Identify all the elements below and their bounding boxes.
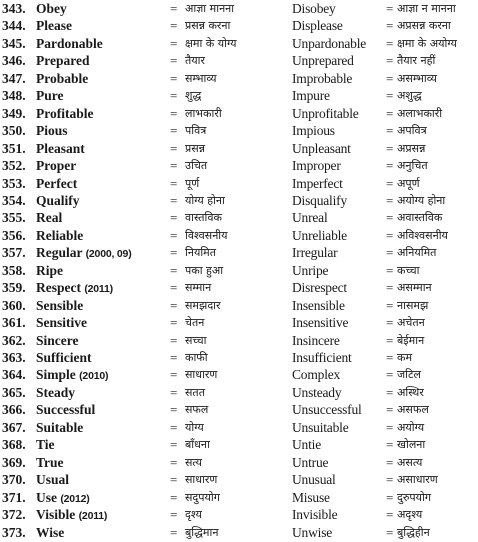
table-row xyxy=(0,314,478,331)
equals-sign: = xyxy=(170,489,178,505)
english-word xyxy=(36,366,168,385)
equals-sign: = xyxy=(386,350,394,365)
english-word-text: Successful xyxy=(36,402,96,418)
opposite-hindi-meaning: अपवित्र xyxy=(397,124,427,138)
english-word-text: Please xyxy=(36,18,72,34)
equals-sign: = xyxy=(386,437,394,453)
equals-sign: = xyxy=(170,454,178,470)
entry-number: 350. xyxy=(2,123,26,139)
opposite-word: Unsuccessful xyxy=(292,402,362,418)
english-word xyxy=(36,244,168,263)
english-word xyxy=(36,140,168,157)
table-row xyxy=(0,70,478,87)
opposite-hindi-meaning: अयोग्य होना xyxy=(397,193,446,207)
entry-number: 348. xyxy=(2,88,26,104)
hindi-meaning: सदुपयोग xyxy=(185,490,220,504)
english-word xyxy=(36,87,168,104)
equals-sign: = xyxy=(386,384,394,400)
opposite-hindi-meaning: अलाभकारी xyxy=(397,106,443,120)
equals-sign: = xyxy=(170,472,178,488)
entry-number: 366. xyxy=(2,402,26,418)
entry-number: 372. xyxy=(2,507,26,522)
equals-sign: = xyxy=(386,472,394,488)
table-row xyxy=(0,122,478,139)
equals-sign: = xyxy=(170,367,178,383)
equals-sign: = xyxy=(170,245,178,261)
english-word xyxy=(36,524,168,541)
opposite-word: Impious xyxy=(292,123,335,139)
equals-sign: = xyxy=(386,158,394,173)
english-word xyxy=(36,209,168,226)
english-word-text: Ripe xyxy=(36,262,63,278)
english-word xyxy=(36,0,168,17)
opposite-hindi-meaning: नासमझ xyxy=(397,298,429,312)
english-word-text: Visible xyxy=(36,507,76,522)
entry-number: 370. xyxy=(2,472,26,488)
equals-sign: = xyxy=(386,489,394,505)
hindi-meaning: सत्य xyxy=(185,455,203,469)
equals-sign: = xyxy=(386,245,394,261)
equals-sign: = xyxy=(386,192,394,208)
english-word xyxy=(36,454,168,471)
hindi-meaning: पूर्ण xyxy=(185,176,200,190)
hindi-meaning: लाभकारी xyxy=(185,106,222,120)
equals-sign: = xyxy=(386,280,394,296)
opposite-hindi-meaning: बेईमान xyxy=(397,333,425,347)
equals-sign: = xyxy=(170,105,178,121)
english-word-text: Perfect xyxy=(36,175,78,191)
exam-year-note: (2011) xyxy=(78,510,108,522)
table-row xyxy=(0,506,478,523)
entry-number: 347. xyxy=(2,70,26,86)
entry-number: 359. xyxy=(2,280,26,296)
equals-sign: = xyxy=(386,1,394,16)
equals-sign: = xyxy=(386,35,394,51)
english-word-text: Prepared xyxy=(36,53,90,69)
table-row xyxy=(0,192,478,209)
equals-sign: = xyxy=(386,53,394,69)
hindi-meaning: योग्य होना xyxy=(185,193,225,207)
english-word xyxy=(36,52,168,69)
opposite-word: Unusual xyxy=(292,472,336,488)
table-row xyxy=(0,17,478,34)
equals-sign: = xyxy=(386,140,394,156)
hindi-meaning: सम्मान xyxy=(185,281,212,295)
english-word xyxy=(36,227,168,244)
entry-number: 358. xyxy=(2,262,26,278)
english-word-text: True xyxy=(36,454,64,470)
hindi-meaning: योग्य xyxy=(185,420,204,434)
entry-number: 364. xyxy=(2,367,26,383)
entry-number: 373. xyxy=(2,524,26,540)
english-word xyxy=(36,471,168,488)
opposite-hindi-meaning: अप्रसन्न करना xyxy=(397,19,451,33)
opposite-hindi-meaning: तैयार नहीं xyxy=(397,54,436,68)
opposite-hindi-meaning: अशुद्ध xyxy=(397,89,422,103)
table-row xyxy=(0,297,478,314)
opposite-hindi-meaning: असम्मान xyxy=(397,281,432,295)
hindi-meaning: समझदार xyxy=(185,298,221,312)
english-word xyxy=(36,192,168,209)
table-row xyxy=(0,105,478,122)
hindi-meaning: साधारण xyxy=(185,473,218,487)
equals-sign: = xyxy=(170,70,178,86)
opposite-hindi-meaning: खोलना xyxy=(397,438,426,452)
opposite-word: Unwise xyxy=(292,524,333,540)
equals-sign: = xyxy=(170,524,178,540)
hindi-meaning: काफी xyxy=(185,351,208,364)
english-word xyxy=(36,297,168,314)
opposite-hindi-meaning: असाधारण xyxy=(397,473,438,487)
opposite-word: Unsuitable xyxy=(292,419,349,435)
equals-sign: = xyxy=(170,507,178,522)
entry-number: 362. xyxy=(2,332,26,348)
equals-sign: = xyxy=(170,227,178,243)
entry-number: 363. xyxy=(2,350,26,365)
entry-number: 360. xyxy=(2,297,26,313)
table-row xyxy=(0,157,478,174)
table-row xyxy=(0,262,478,279)
table-row xyxy=(0,175,478,192)
english-word-text: Usual xyxy=(36,472,70,488)
english-word xyxy=(36,419,168,436)
entry-number: 354. xyxy=(2,192,26,208)
english-word xyxy=(36,401,168,418)
table-row xyxy=(0,489,478,506)
equals-sign: = xyxy=(386,18,394,34)
opposite-word: Displease xyxy=(292,18,343,34)
english-word-text: Profitable xyxy=(36,105,94,121)
equals-sign: = xyxy=(386,105,394,121)
english-word xyxy=(36,122,168,139)
equals-sign: = xyxy=(170,53,178,69)
opposite-hindi-meaning: असम्भाव्य xyxy=(397,71,437,85)
english-word xyxy=(36,17,168,34)
entry-number: 343. xyxy=(2,1,26,16)
equals-sign: = xyxy=(170,419,178,435)
table-row xyxy=(0,227,478,244)
equals-sign: = xyxy=(386,507,394,522)
equals-sign: = xyxy=(386,367,394,383)
english-word xyxy=(36,157,168,174)
hindi-meaning: प्रसन्न करना xyxy=(185,19,231,33)
english-word xyxy=(36,279,168,298)
equals-sign: = xyxy=(170,35,178,51)
table-row xyxy=(0,384,478,401)
equals-sign: = xyxy=(386,297,394,313)
entry-number: 365. xyxy=(2,384,26,400)
opposite-word: Insensitive xyxy=(292,315,349,331)
hindi-meaning: वास्तविक xyxy=(185,211,222,225)
opposite-word: Improbable xyxy=(292,70,353,86)
table-row xyxy=(0,332,478,349)
english-word xyxy=(36,384,168,401)
hindi-meaning: शुद्ध xyxy=(185,89,202,103)
entry-number: 356. xyxy=(2,227,26,243)
opposite-word: Unprofitable xyxy=(292,105,359,121)
table-row xyxy=(0,454,478,471)
equals-sign: = xyxy=(170,332,178,348)
opposite-word: Disqualify xyxy=(292,192,347,208)
entry-number: 369. xyxy=(2,454,26,470)
entry-number: 357. xyxy=(2,245,26,261)
opposite-word: Insensible xyxy=(292,297,345,313)
equals-sign: = xyxy=(386,227,394,243)
hindi-meaning: पका हुआ xyxy=(185,263,224,277)
english-word-text: Real xyxy=(36,210,63,226)
english-word xyxy=(36,436,168,453)
entry-number: 344. xyxy=(2,18,26,34)
english-word xyxy=(36,175,168,192)
entry-number: 352. xyxy=(2,158,26,173)
hindi-meaning: चेतन xyxy=(185,316,205,330)
entry-number: 349. xyxy=(2,105,26,121)
english-word xyxy=(36,314,168,331)
hindi-meaning: सच्चा xyxy=(185,333,207,347)
equals-sign: = xyxy=(170,210,178,226)
equals-sign: = xyxy=(170,1,178,16)
opposite-hindi-meaning: अपूर्ण xyxy=(397,176,420,190)
equals-sign: = xyxy=(386,123,394,139)
entry-number: 371. xyxy=(2,489,26,505)
opposite-word: Untrue xyxy=(292,454,329,470)
english-word-text: Use xyxy=(36,489,57,505)
english-word-text: Sensitive xyxy=(36,315,88,331)
table-row xyxy=(0,140,478,157)
equals-sign: = xyxy=(386,402,394,418)
equals-sign: = xyxy=(170,402,178,418)
opposite-hindi-meaning: अयोग्य xyxy=(397,420,425,434)
hindi-meaning: सम्भाव्य xyxy=(185,71,217,85)
opposite-hindi-meaning: असत्य xyxy=(397,455,423,469)
equals-sign: = xyxy=(170,297,178,313)
english-word-text: Simple xyxy=(36,367,76,383)
english-word-text: Pious xyxy=(36,123,68,139)
equals-sign: = xyxy=(170,350,178,365)
opposite-hindi-meaning: कम xyxy=(397,351,413,364)
english-word-text: Sincere xyxy=(36,332,79,348)
exam-year-note: (2011) xyxy=(84,283,113,296)
equals-sign: = xyxy=(170,175,178,191)
opposite-hindi-meaning: दुरुपयोग xyxy=(397,490,432,504)
english-word xyxy=(36,70,168,87)
table-row xyxy=(0,524,478,541)
equals-sign: = xyxy=(170,192,178,208)
table-row xyxy=(0,279,478,296)
equals-sign: = xyxy=(170,158,178,173)
opposite-word: Untie xyxy=(292,437,321,453)
equals-sign: = xyxy=(170,140,178,156)
hindi-meaning: प्रसन्न xyxy=(185,141,205,155)
opposite-word: Unsteady xyxy=(292,384,342,400)
english-word-text: Suitable xyxy=(36,419,84,435)
equals-sign: = xyxy=(170,384,178,400)
english-word xyxy=(36,105,168,122)
hindi-meaning: बाँधना xyxy=(185,438,210,452)
hindi-meaning: आज्ञा मानना xyxy=(185,2,235,15)
opposite-word: Insincere xyxy=(292,332,340,348)
hindi-meaning: बुद्धिमान xyxy=(185,525,219,539)
english-word-text: Respect xyxy=(36,280,81,296)
hindi-meaning: तैयार xyxy=(185,54,205,68)
opposite-hindi-meaning: आज्ञा न मानना xyxy=(397,2,456,15)
equals-sign: = xyxy=(170,437,178,453)
opposite-word: Unripe xyxy=(292,262,329,278)
opposite-hindi-meaning: अनुचित xyxy=(397,159,428,172)
english-word xyxy=(36,349,168,366)
english-word-text: Obey xyxy=(36,1,67,16)
equals-sign: = xyxy=(386,70,394,86)
equals-sign: = xyxy=(386,332,394,348)
english-word-text: Regular xyxy=(36,245,83,261)
english-word xyxy=(36,489,168,508)
hindi-meaning: पवित्र xyxy=(185,124,207,138)
entry-number: 368. xyxy=(2,437,26,453)
equals-sign: = xyxy=(386,315,394,331)
opposite-word: Disrespect xyxy=(292,280,347,296)
entry-number: 353. xyxy=(2,175,26,191)
english-word-text: Proper xyxy=(36,158,77,173)
english-word-text: Pure xyxy=(36,88,64,104)
opposite-word: Unreliable xyxy=(292,227,347,243)
equals-sign: = xyxy=(386,262,394,278)
equals-sign: = xyxy=(170,262,178,278)
hindi-meaning: क्षमा के योग्य xyxy=(185,36,237,50)
equals-sign: = xyxy=(386,175,394,191)
english-word-text: Sufficient xyxy=(36,350,92,365)
opposite-word: Irregular xyxy=(292,245,338,261)
english-word-text: Qualify xyxy=(36,192,80,208)
equals-sign: = xyxy=(386,419,394,435)
english-word-text: Pardonable xyxy=(36,35,103,51)
table-row xyxy=(0,436,478,453)
opposite-hindi-meaning: अदृश्य xyxy=(397,508,423,521)
hindi-meaning: सफल xyxy=(185,403,209,417)
equals-sign: = xyxy=(170,88,178,104)
opposite-word: Unreal xyxy=(292,210,328,226)
opposite-word: Complex xyxy=(292,367,341,383)
exam-year-note: (2010) xyxy=(79,370,109,383)
english-word xyxy=(36,332,168,349)
english-word xyxy=(36,506,168,525)
english-word-text: Tie xyxy=(36,437,55,453)
equals-sign: = xyxy=(170,280,178,296)
hindi-meaning: सतत xyxy=(185,385,205,399)
entry-number: 346. xyxy=(2,53,26,69)
opposite-hindi-meaning: कच्चा xyxy=(397,263,420,277)
opposite-hindi-meaning: जटिल xyxy=(397,368,422,382)
table-row xyxy=(0,244,478,261)
table-row xyxy=(0,471,478,488)
hindi-meaning: उचित xyxy=(185,159,208,172)
english-word-text: Pleasant xyxy=(36,140,85,156)
english-word-text: Reliable xyxy=(36,227,84,243)
table-row xyxy=(0,401,478,418)
opposite-word: Misuse xyxy=(292,489,330,505)
hindi-meaning: विश्वसनीय xyxy=(185,228,228,242)
opposite-hindi-meaning: बुद्धिहीन xyxy=(397,525,430,539)
opposite-hindi-meaning: अचेतन xyxy=(397,316,425,330)
opposite-hindi-meaning: अविश्वसनीय xyxy=(397,228,448,242)
english-word-text: Steady xyxy=(36,384,76,400)
entry-number: 351. xyxy=(2,140,26,156)
table-row xyxy=(0,0,478,17)
table-row xyxy=(0,35,478,52)
hindi-meaning: नियमित xyxy=(185,246,217,260)
table-row xyxy=(0,419,478,436)
table-row xyxy=(0,87,478,104)
hindi-meaning: साधारण xyxy=(185,368,218,382)
entry-number: 361. xyxy=(2,315,26,331)
opposite-hindi-meaning: क्षमा के अयोग्य xyxy=(397,36,457,50)
table-row xyxy=(0,349,478,366)
table-row xyxy=(0,209,478,226)
table-row xyxy=(0,52,478,69)
opposite-word: Improper xyxy=(292,158,341,173)
equals-sign: = xyxy=(386,88,394,104)
equals-sign: = xyxy=(170,18,178,34)
opposite-hindi-meaning: अस्थिर xyxy=(397,385,424,399)
equals-sign: = xyxy=(386,524,394,540)
equals-sign: = xyxy=(170,123,178,139)
opposite-hindi-meaning: असफल xyxy=(397,403,429,417)
exam-year-note: (2000, 09) xyxy=(85,248,132,261)
english-word-text: Wise xyxy=(36,524,65,540)
english-word-text: Probable xyxy=(36,70,89,86)
opposite-word: Unprepared xyxy=(292,53,354,69)
opposite-word: Impure xyxy=(292,88,330,104)
opposite-word: Unpardonable xyxy=(292,35,367,51)
english-word xyxy=(36,35,168,52)
opposite-hindi-meaning: अवास्तविक xyxy=(397,211,443,225)
opposite-word: Imperfect xyxy=(292,175,343,191)
english-word xyxy=(36,262,168,279)
opposite-word: Invisible xyxy=(292,507,338,522)
equals-sign: = xyxy=(386,210,394,226)
english-word-text: Sensible xyxy=(36,297,84,313)
entry-number: 367. xyxy=(2,419,26,435)
opposite-word: Insufficient xyxy=(292,350,352,365)
equals-sign: = xyxy=(170,315,178,331)
table-row xyxy=(0,366,478,383)
opposite-word: Disobey xyxy=(292,1,336,16)
hindi-meaning: दृश्य xyxy=(185,508,202,521)
opposite-word: Unpleasant xyxy=(292,140,351,156)
equals-sign: = xyxy=(386,454,394,470)
entry-number: 345. xyxy=(2,35,26,51)
opposite-hindi-meaning: अनियमित xyxy=(397,246,437,260)
opposite-hindi-meaning: अप्रसन्न xyxy=(397,141,426,155)
exam-year-note: (2012) xyxy=(60,492,90,505)
entry-number: 355. xyxy=(2,210,26,226)
